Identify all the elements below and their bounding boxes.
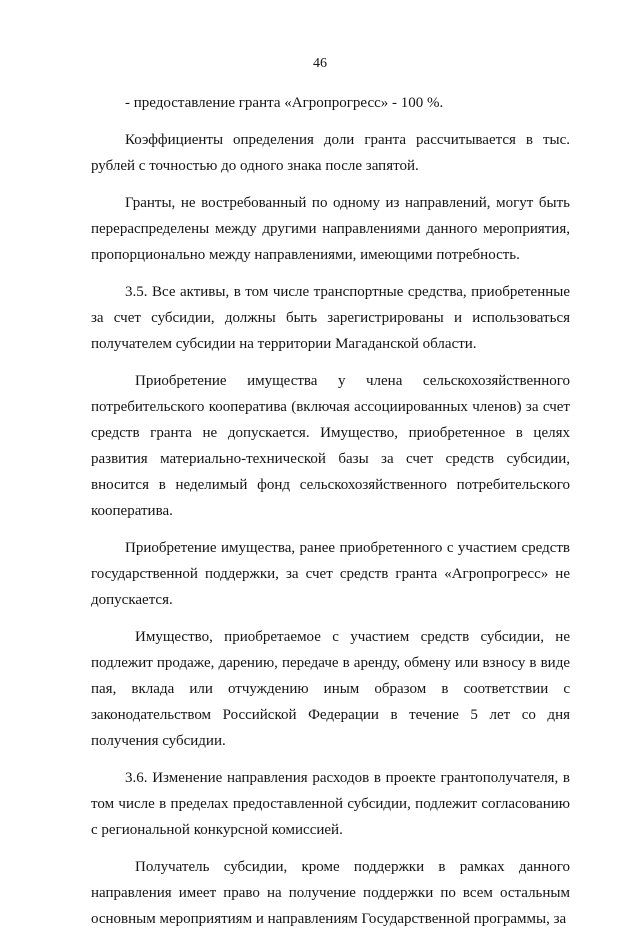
paragraph-recipient-support: Получатель субсидии, кроме поддержки в рамках данного направления имеет право на получение поддержки по всем остальным основным мероприятиям и направлениям Государственной программы, за [91, 859, 570, 927]
paragraph-grant-percentage: - предоставление гранта «Агропрогресс» - 100 %. [125, 95, 444, 111]
paragraph-coefficients: Коэффициенты определения доли гранта рассчитывается в тыс. рублей с точностью до одного знака после запятой. [91, 132, 570, 174]
paragraph-section-3-5: 3.5. Все активы, в том числе транспортные средства, приобретенные за счет субсидии, должны быть зарегистрированы и использоваться получателем субсидии на территории Магаданской области. [91, 284, 570, 352]
document-body [91, 90, 570, 943]
paragraph-section-3-6: 3.6. Изменение направления расходов в проекте грантополучателя, в том числе в пределах предоставленной субсидии, подлежит согласованию с региональной конкурсной комиссией. [91, 770, 570, 838]
paragraph-grant-redistribution: Гранты, не востребованный по одному из направлений, могут быть перераспределены между другими направлениями данного мероприятия, пропорционально между направлениями, имеющими потребность. [91, 195, 570, 263]
paragraph-property-acquisition: Приобретение имущества у члена сельскохозяйственного потребительского кооператива (включая ассоциированных членов) за счет средств гранта не допускается. Имущество, приобретенное в целях развития материально-технической базы за счет средств субсидии, вносится в неделимый фонд сельскохозяйственного потребительского кооператива. [91, 373, 570, 519]
page-number: 46 [313, 56, 327, 71]
paragraph-previously-acquired-property: Приобретение имущества, ранее приобретенного с участием средств государственной поддержки, за счет средств гранта «Агропрогресс» не допускается. [91, 540, 570, 608]
paragraph-property-restrictions: Имущество, приобретаемое с участием средств субсидии, не подлежит продаже, дарению, передаче в аренду, обмену или взносу в виде пая, вклада или отчуждению иным образом в соответствии с законодательством Российской Федерации в течение 5 лет со дня получения субсидии. [91, 629, 570, 749]
